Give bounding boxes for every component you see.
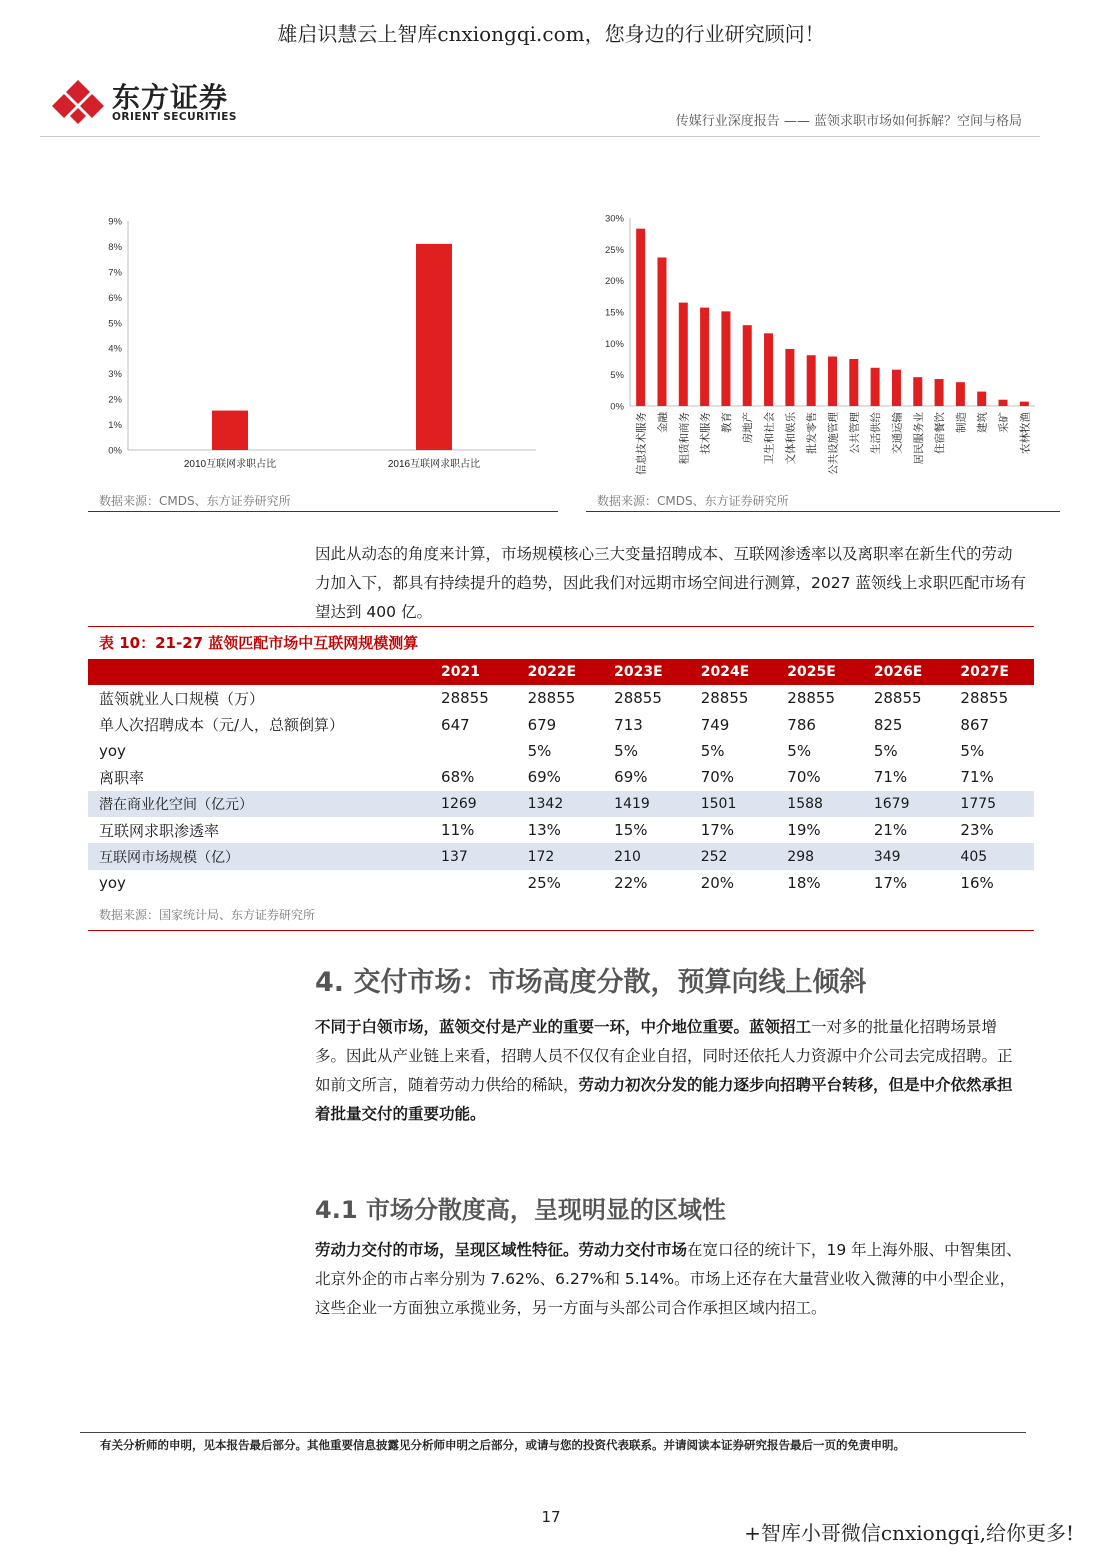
table-cell: 69% — [527, 768, 561, 787]
section-4-1-paragraph — [315, 1236, 1027, 1323]
bar — [764, 333, 773, 406]
table-cell: 5% — [614, 741, 638, 760]
table-cell: 18% — [787, 873, 821, 892]
bottom-banner: +智库小哥微信cnxiongqi,给你更多! — [744, 1521, 1074, 1545]
bar — [892, 370, 901, 406]
brand-name-cn: 东方证券 — [112, 81, 229, 114]
x-tick-label: 卫生和社会 — [763, 412, 776, 465]
table-cell: 21% — [873, 821, 908, 840]
table-cell: 5% — [787, 741, 812, 760]
chart1-rule — [88, 511, 558, 512]
table-cell: 17% — [873, 873, 908, 892]
table-header-cell: 2021 — [428, 659, 515, 685]
table-row — [88, 791, 1034, 817]
table-cell: 298 — [774, 843, 861, 869]
bar — [700, 308, 709, 406]
table-bottom-rule — [88, 930, 1034, 931]
table-top-rule — [88, 626, 1034, 627]
chart-internet-job-share — [88, 205, 558, 475]
y-tick-label: 0% — [108, 445, 122, 457]
x-tick-label: 制造 — [955, 412, 968, 433]
table-cell: 5% — [527, 741, 552, 760]
x-tick-label: 公共管理 — [848, 412, 861, 454]
bar — [1020, 402, 1029, 406]
bar — [807, 355, 816, 406]
bar — [828, 356, 837, 406]
bar — [212, 411, 248, 450]
x-tick-label: 金融 — [656, 412, 669, 433]
table-cell: 786 — [787, 715, 816, 734]
y-tick-label: 5% — [610, 370, 624, 382]
y-tick-label: 3% — [108, 369, 122, 381]
table-cell: 23% — [960, 821, 994, 840]
y-tick-label: 9% — [108, 216, 122, 228]
table-row-label: 蓝领就业人口规模（万） — [99, 689, 265, 708]
x-tick-label: 生活供给 — [870, 412, 883, 454]
bar — [743, 325, 752, 406]
table-row — [88, 685, 1034, 711]
table-cell: 1775 — [947, 791, 1034, 817]
table-cell: 25% — [527, 873, 561, 892]
table-cell: 1501 — [688, 791, 775, 817]
y-tick-label: 5% — [108, 318, 122, 330]
bar — [913, 377, 922, 406]
bar — [679, 303, 688, 406]
x-tick-label: 房地产 — [742, 412, 755, 444]
table-cell — [428, 870, 515, 896]
table-cell: 405 — [947, 843, 1034, 869]
table-cell: 28855 — [441, 689, 489, 708]
x-tick-label: 采矿 — [998, 412, 1011, 433]
table-cell: 68% — [441, 768, 475, 787]
table-cell: 28855 — [960, 689, 1009, 708]
y-tick-label: 30% — [604, 213, 624, 225]
x-tick-label: 技术服务 — [699, 412, 712, 454]
chart2-source: 数据来源：CMDS、东方证券研究所 — [597, 494, 789, 508]
chart1-source: 数据来源：CMDS、东方证券研究所 — [99, 494, 291, 508]
bar — [849, 359, 858, 406]
table-cell: 713 — [614, 715, 643, 734]
table-cell: 137 — [428, 843, 515, 869]
table-cell: 1269 — [428, 791, 515, 817]
y-tick-label: 4% — [108, 343, 122, 355]
table-title: 表 10：21-27 蓝领匹配市场中互联网规模测算 — [99, 634, 419, 652]
y-tick-label: 1% — [108, 420, 122, 432]
table-row — [88, 843, 1034, 869]
table-cell: 15% — [614, 821, 648, 840]
y-tick-label: 25% — [604, 244, 624, 256]
bar — [977, 392, 986, 406]
x-tick-label: 租赁和商务 — [678, 412, 691, 465]
section-4-1-plain: 在宽口径的统计下，19 年上海外服、中智集团、北京外企的市占率分别为 7.62%、6.27%和 5.14%。市场上还存在大量营业收入微薄的中小型企业，这些企业一方面独立承揽业务，另一方面与头部公司合作承担区域内招工。 — [315, 1241, 1022, 1317]
table-row — [88, 870, 1034, 896]
table-cell: 252 — [688, 843, 775, 869]
table-cell: 1419 — [601, 791, 688, 817]
bar — [956, 382, 965, 406]
y-tick-label: 15% — [604, 307, 624, 319]
table-row-label: 离职率 — [99, 768, 145, 787]
x-tick-label: 农林牧渔 — [1019, 412, 1032, 454]
table-row-label: 互联网市场规模（亿） — [88, 843, 428, 869]
bar — [935, 379, 944, 406]
table-cell: 867 — [960, 715, 990, 734]
table-row — [88, 817, 1034, 843]
table-cell: 22% — [614, 873, 648, 892]
table-cell: 825 — [873, 715, 903, 734]
table-cell: 5% — [700, 741, 725, 760]
bar — [416, 244, 452, 450]
section-4-heading: 4. 交付市场：市场高度分散，预算向线上倾斜 — [315, 967, 867, 998]
table-header-cell: 2023E — [601, 659, 688, 685]
page-number: 17 — [541, 1508, 561, 1526]
brand-name-en: ORIENT SECURITIES — [112, 111, 237, 123]
table-cell: 1342 — [515, 791, 602, 817]
table-row-label: 单人次招聘成本（元/人，总额倒算） — [99, 716, 345, 735]
y-tick-label: 10% — [604, 338, 624, 350]
table-cell: 70% — [700, 768, 735, 787]
x-tick-label: 住宿餐饮 — [934, 412, 947, 454]
table-cell: 749 — [700, 715, 730, 734]
table-header-cell: 2024E — [688, 659, 775, 685]
table-cell: 28855 — [700, 689, 749, 708]
table-cell: 13% — [527, 821, 561, 840]
table-cell: 71% — [873, 768, 908, 787]
table-row-label: yoy — [99, 873, 126, 892]
table-cell: 679 — [527, 715, 557, 734]
table-cell: 5% — [873, 741, 898, 760]
table-row — [88, 738, 1034, 764]
table-row — [88, 711, 1034, 737]
table-cell: 19% — [787, 821, 821, 840]
bar — [785, 349, 794, 406]
bar — [721, 311, 730, 406]
table-header-cell: 2026E — [861, 659, 948, 685]
table-cell: 349 — [861, 843, 948, 869]
section-4-bold-2: 劳动力初次分发的能力逐步向招聘平台转移，但是中介依然承担着批量交付的重要功能。 — [315, 1076, 1013, 1123]
bar — [636, 229, 645, 406]
chart-industry-share — [590, 205, 1045, 485]
x-tick-label: 居民服务业 — [912, 412, 925, 465]
table-source: 数据来源：国家统计局、东方证券研究所 — [99, 908, 316, 922]
x-tick-label: 2010互联网求职占比 — [183, 459, 277, 470]
x-tick-label: 交通运输 — [891, 412, 904, 454]
y-tick-label: 8% — [108, 241, 122, 253]
x-tick-label: 批发零售 — [806, 412, 819, 454]
y-tick-label: 0% — [610, 401, 624, 413]
table-cell: 70% — [787, 768, 821, 787]
table-header-cell: 2022E — [515, 659, 602, 685]
table-cell: 20% — [700, 873, 735, 892]
footer-divider — [80, 1432, 1026, 1433]
footer-disclaimer: 有关分析师的申明，见本报告最后部分。其他重要信息披露见分析师申明之后部分，或请与您的投资代表联系。并请阅读本证券研究报告最后一页的免责申明。 — [100, 1438, 905, 1452]
y-tick-label: 2% — [108, 394, 122, 406]
x-tick-label: 2016互联网求职占比 — [387, 459, 481, 470]
section-4-1-bold: 劳动力交付的市场，呈现区域性特征。劳动力交付市场 — [315, 1241, 688, 1259]
table-header-cell: 2027E — [947, 659, 1034, 685]
table-cell: 1679 — [861, 791, 948, 817]
table-header-row — [88, 659, 1034, 685]
table-cell: 1588 — [774, 791, 861, 817]
bar — [871, 368, 880, 406]
market-size-table — [88, 659, 1034, 896]
section-4-1-heading: 4.1 市场分散度高，呈现明显的区域性 — [315, 1196, 726, 1224]
x-tick-label: 信息技术服务 — [635, 412, 648, 475]
section-4-paragraph — [315, 1013, 1027, 1129]
table-header-cell — [88, 659, 428, 685]
orient-securities-logo-icon — [50, 78, 106, 128]
table-row-label: 潜在商业化空间（亿元） — [88, 791, 428, 817]
y-tick-label: 20% — [604, 276, 624, 288]
table-row — [88, 764, 1034, 790]
bar — [999, 400, 1008, 406]
x-tick-label: 公共设施管理 — [827, 412, 840, 475]
y-tick-label: 7% — [108, 267, 122, 279]
top-banner: 雄启识慧云上智库cnxiongqi.com，您身边的行业研究顾问！ — [277, 22, 825, 46]
table-cell: 647 — [441, 715, 470, 734]
paragraph-market-forecast: 因此从动态的角度来计算，市场规模核心三大变量招聘成本、互联网渗透率以及离职率在新生代的劳动力加入下，都具有持续提升的趋势，因此我们对远期市场空间进行测算，2027 蓝领线上求职匹配市场有望达到 400 亿。 — [315, 545, 1026, 621]
table-cell: 28855 — [527, 689, 576, 708]
table-cell: 28855 — [614, 689, 662, 708]
table-cell: 17% — [700, 821, 735, 840]
table-cell: 210 — [601, 843, 688, 869]
header-divider — [40, 136, 1040, 137]
y-tick-label: 6% — [108, 292, 122, 304]
table-cell: 5% — [960, 741, 985, 760]
table-row-label: yoy — [99, 741, 126, 760]
x-tick-label: 建筑 — [976, 412, 989, 433]
table-row-label: 互联网求职渗透率 — [99, 821, 220, 840]
table-cell: 16% — [960, 873, 994, 892]
table-cell: 28855 — [787, 689, 835, 708]
bar — [657, 257, 666, 406]
table-header-cell: 2025E — [774, 659, 861, 685]
report-header-title: 传媒行业深度报告 —— 蓝领求职市场如何拆解？空间与格局 — [675, 114, 1022, 129]
table-cell: 71% — [960, 768, 994, 787]
chart2-rule — [586, 511, 1060, 512]
table-cell: 28855 — [873, 689, 922, 708]
x-tick-label: 文体和娱乐 — [784, 412, 797, 465]
table-cell: 172 — [515, 843, 602, 869]
section-4-bold-1: 不同于白领市场，蓝领交付是产业的重要一环，中介地位重要。蓝领招工 — [315, 1018, 812, 1036]
table-cell — [428, 738, 515, 764]
table-cell: 11% — [441, 821, 475, 840]
table-cell: 69% — [614, 768, 648, 787]
x-tick-label: 教育 — [720, 412, 733, 433]
section-4-plain-1: 一对多的批量化招聘场景增多。因此从产业链上来看，招聘人员不仅仅有企业自招，同时还依托人力资源中介公司去完成招聘。正如前文所言，随着劳动力供给的稀缺， — [315, 1018, 1013, 1094]
